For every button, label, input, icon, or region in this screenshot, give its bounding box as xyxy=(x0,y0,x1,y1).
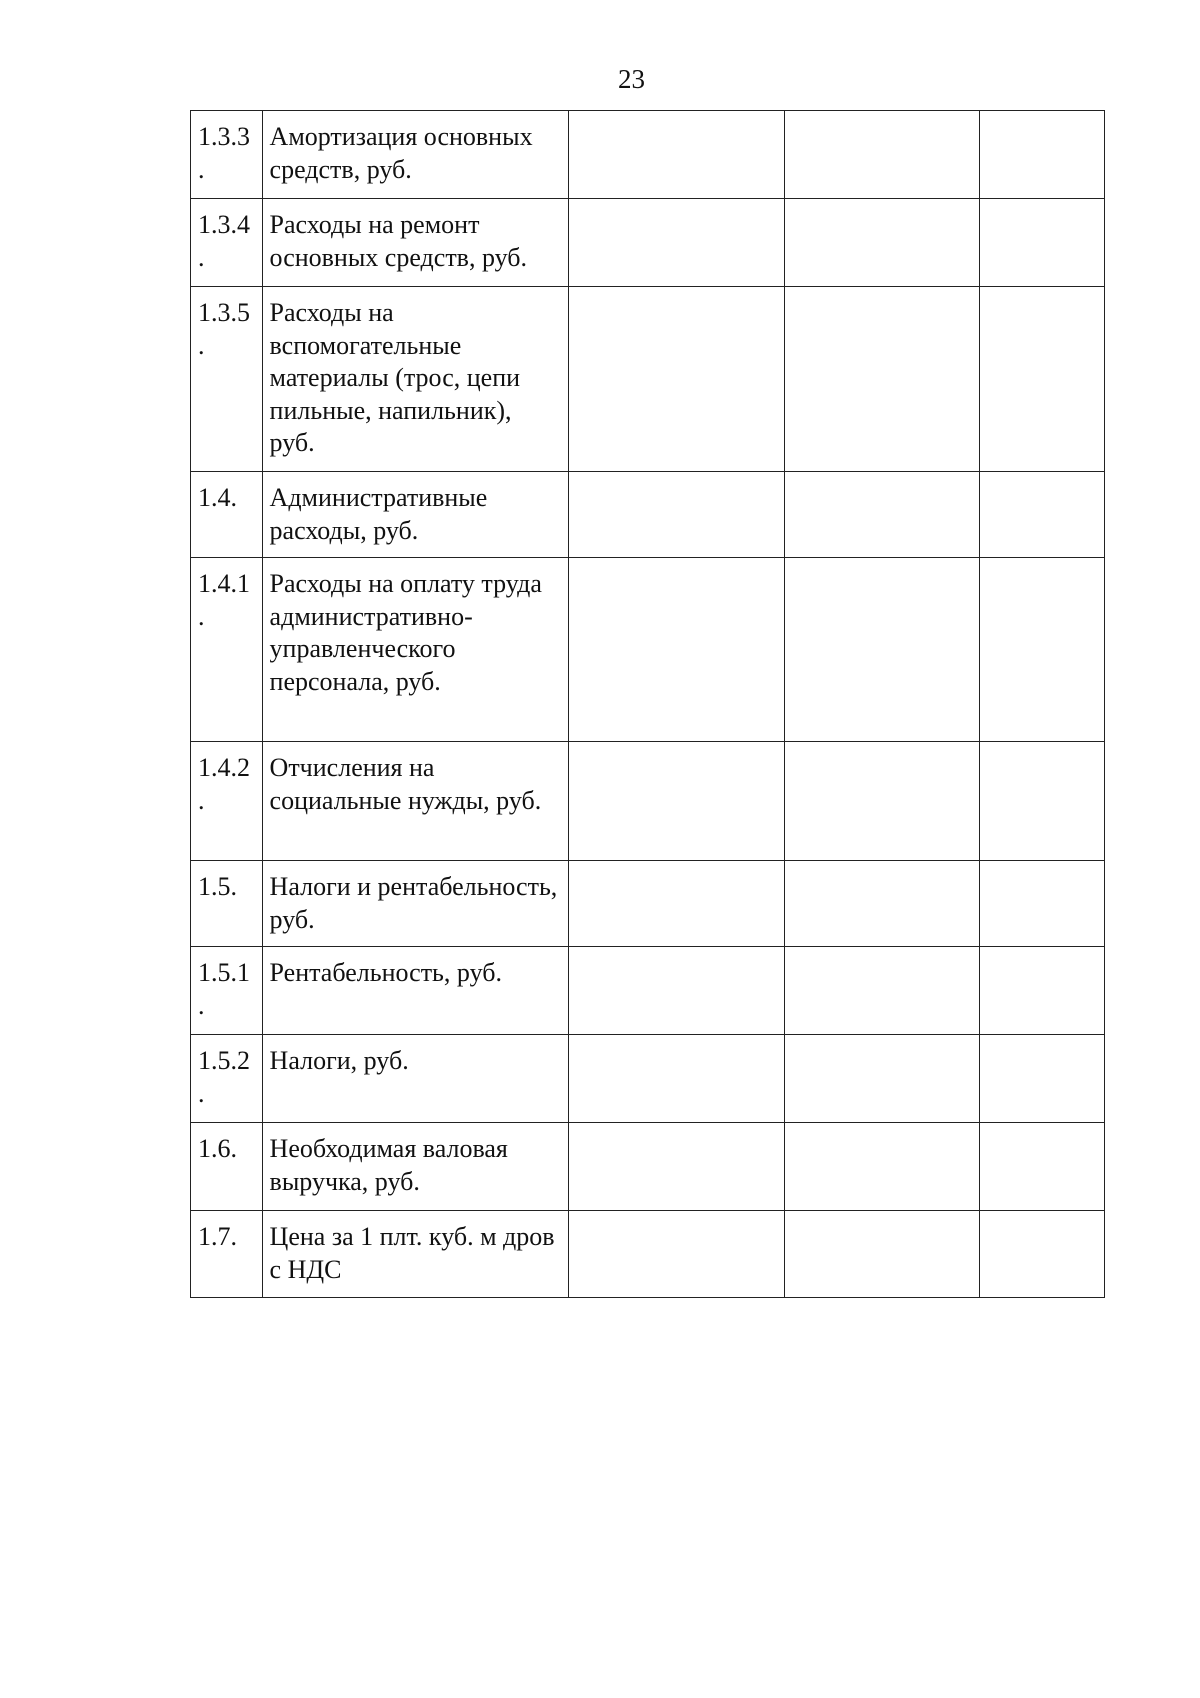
row-label: Амортизация основных средств, руб. xyxy=(262,111,568,199)
value-cell xyxy=(784,861,979,947)
table-row xyxy=(191,1211,1105,1298)
value-cell xyxy=(568,111,784,199)
value-cell xyxy=(784,1123,979,1211)
row-number-cell xyxy=(191,1035,263,1123)
value-cell xyxy=(568,947,784,1035)
table-row xyxy=(191,199,1105,287)
row-number-cell xyxy=(191,1211,263,1298)
cost-table xyxy=(190,110,1105,1298)
row-label: Расходы на оплату труда административно-управленческого персонала, руб. xyxy=(262,558,568,742)
row-label: Отчисления на социальные нужды, руб. xyxy=(262,742,568,861)
row-number-dot: . xyxy=(198,990,205,1020)
table-row xyxy=(191,1123,1105,1211)
row-number-cell xyxy=(191,111,263,199)
row-number-cell xyxy=(191,558,263,742)
value-cell xyxy=(784,287,979,472)
cost-table-body xyxy=(191,111,1105,1298)
value-cell xyxy=(568,861,784,947)
value-cell xyxy=(980,111,1105,199)
row-label: Налоги, руб. xyxy=(262,1035,568,1123)
value-cell xyxy=(568,287,784,472)
row-number-dot: . xyxy=(198,601,205,631)
row-number-cell xyxy=(191,742,263,861)
row-number: 1.3.3 xyxy=(198,122,250,151)
table-row xyxy=(191,111,1105,199)
row-number: 1.5.2 xyxy=(198,1046,250,1075)
value-cell xyxy=(784,199,979,287)
row-label: Расходы на ремонт основных средств, руб. xyxy=(262,199,568,287)
row-number-dot: . xyxy=(198,242,205,272)
row-label: Расходы на вспомогательные материалы (трос, цепи пильные, напильник), руб. xyxy=(262,287,568,472)
table-row xyxy=(191,861,1105,947)
row-number: 1.4. xyxy=(198,483,237,512)
table-row xyxy=(191,1035,1105,1123)
value-cell xyxy=(568,472,784,558)
row-number: 1.3.5 xyxy=(198,298,250,327)
row-number: 1.3.4 xyxy=(198,210,250,239)
row-number: 1.7. xyxy=(198,1222,237,1251)
table-row xyxy=(191,472,1105,558)
value-cell xyxy=(784,472,979,558)
value-cell xyxy=(980,947,1105,1035)
row-number-cell xyxy=(191,472,263,558)
value-cell xyxy=(568,1035,784,1123)
row-number-dot: . xyxy=(198,330,205,360)
value-cell xyxy=(980,1035,1105,1123)
table-row xyxy=(191,947,1105,1035)
value-cell xyxy=(784,1035,979,1123)
value-cell xyxy=(568,558,784,742)
row-label: Цена за 1 плт. куб. м дров с НДС xyxy=(262,1211,568,1298)
value-cell xyxy=(568,199,784,287)
value-cell xyxy=(568,1123,784,1211)
value-cell xyxy=(784,947,979,1035)
value-cell xyxy=(980,558,1105,742)
table-row xyxy=(191,287,1105,472)
value-cell xyxy=(784,742,979,861)
value-cell xyxy=(980,742,1105,861)
row-number: 1.5.1 xyxy=(198,958,250,987)
row-number: 1.5. xyxy=(198,872,237,901)
row-number-dot: . xyxy=(198,1078,205,1108)
row-number-dot: . xyxy=(198,785,205,815)
value-cell xyxy=(784,558,979,742)
value-cell xyxy=(784,1211,979,1298)
value-cell xyxy=(980,287,1105,472)
value-cell xyxy=(980,1211,1105,1298)
row-label: Необходимая валовая выручка, руб. xyxy=(262,1123,568,1211)
value-cell xyxy=(784,111,979,199)
row-label: Рентабельность, руб. xyxy=(262,947,568,1035)
table-row xyxy=(191,558,1105,742)
table-row xyxy=(191,742,1105,861)
value-cell xyxy=(980,1123,1105,1211)
row-number-cell xyxy=(191,287,263,472)
value-cell xyxy=(568,742,784,861)
row-number: 1.4.2 xyxy=(198,753,250,782)
row-number-cell xyxy=(191,947,263,1035)
row-number: 1.6. xyxy=(198,1134,237,1163)
page-number: 23 xyxy=(618,64,645,94)
row-number: 1.4.1 xyxy=(198,569,250,598)
value-cell xyxy=(980,861,1105,947)
row-label: Административные расходы, руб. xyxy=(262,472,568,558)
row-number-cell xyxy=(191,199,263,287)
row-number-cell xyxy=(191,861,263,947)
value-cell xyxy=(568,1211,784,1298)
row-number-dot: . xyxy=(198,154,205,184)
row-number-cell xyxy=(191,1123,263,1211)
value-cell xyxy=(980,472,1105,558)
value-cell xyxy=(980,199,1105,287)
row-label: Налоги и рентабельность, руб. xyxy=(262,861,568,947)
